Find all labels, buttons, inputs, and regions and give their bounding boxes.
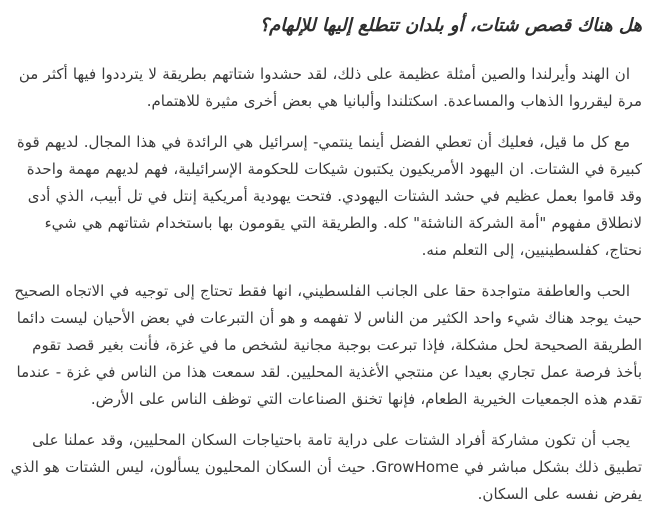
article-paragraph-4: يجب أن تكون مشاركة أفراد الشتات على دراية تامة باحتياجات السكان المحليين، وقد عملنا على تطبيق ذلك بشكل مباشر في GrowHome. حيث أن السكان المحليون يسألون، ليس الشتات هو الذي يفرض نفسه على السكان. [10, 431, 642, 503]
article-paragraph-2: مع كل ما قيل، فعليك أن تعطي الفضل أينما ينتمي- إسرائيل هي الرائدة في هذا المجال. لديهم قوة كبيرة في الشتات. ان اليهود الأمريكيون يكتبون شيكات للحكومة الإسرائيلية، فهم لديهم مهمة واحدة وقد قاموا بعمل عظيم في حشد الشتات اليهودي. فتحت يهودية أمريكية إنتل في تل أبيب، الذي أدى لانطلاق مفهوم "أمة الشركة الناشئة" كله. والطريقة التي يقومون بها باستخدام شتاتهم هي شيء نحتاج، كفلسطينيين، إلى التعلم منه. [16, 133, 642, 259]
article-paragraph-3: الحب والعاطفة متواجدة حقا على الجانب الفلسطيني، انها فقط تحتاج إلى توجيه في الاتجاه الصحيح حيث يوجد هناك شيء واحد الكثير من الناس لا تفهمه و هو أن التبرعات في بعض الأحيان ليست دائما الطريقة الصحيحة لحل مشكلة، فإذا تبرعت بوجبة مجانية لشخص ما في غزة، فأنت بغير قصد تقوم بأخذ فرصة عمل تجاري بعيدا عن منتجي الأغذية المحليين. لقد سمعت هذا من الناس في غزة - عندما تقدم هذه الجمعيات الخيرية الطعام، فإنها تخنق الصناعات التي توظف الناس على الأرض. [14, 282, 642, 408]
article-paragraph-1: ان الهند وأيرلندا والصين أمثلة عظيمة على ذلك، لقد حشدوا شتاتهم بطريقة لا يترددوا فيها أكثر من مرة ليقرروا الذهاب والمساعدة. اسكتلندا وألبانيا هي بعض أخرى مثيرة للاهتمام. [18, 65, 642, 110]
article-heading: هل هناك قصص شتات، أو بلدان تتطلع إليها للإلهام؟ [259, 15, 642, 36]
